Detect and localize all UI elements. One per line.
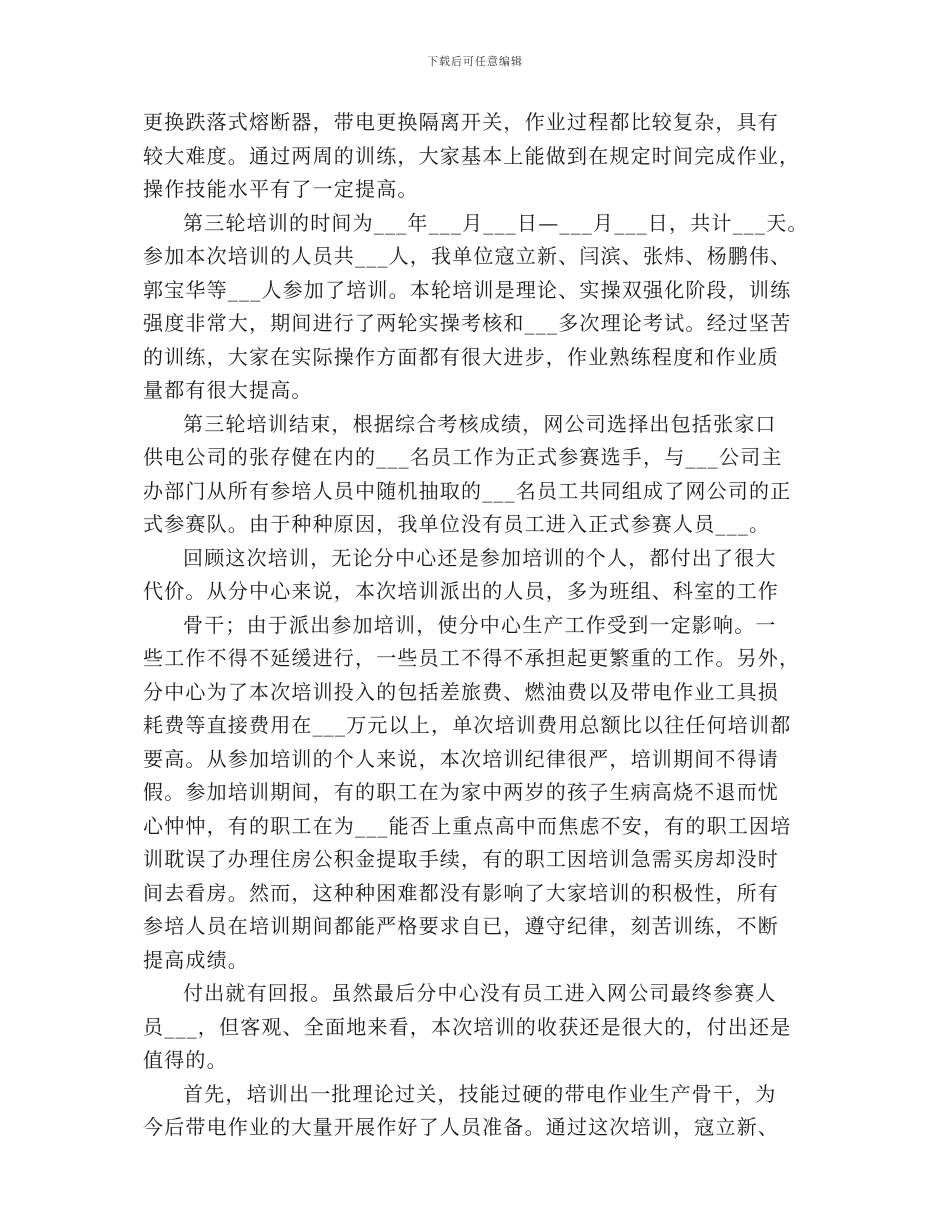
paragraph-2	[143, 207, 823, 408]
text-line: 操作技能水平有了一定提高。	[143, 177, 419, 201]
paragraph-3	[143, 408, 823, 542]
text-line: 代价。从分中心来说，本次培训派出的人员，多为班组、科室的工作	[143, 579, 779, 603]
text-line: 第三轮培训的时间为___年___月___日—___月___日，共计___天。	[183, 210, 809, 235]
text-line: 参加本次培训的人员共___人，我单位寇立新、闫滨、张炜、杨鹏伟、	[143, 244, 792, 268]
text-line: 更换跌落式熔断器，带电更换隔离开关，作业过程都比较复杂，具有	[143, 110, 779, 134]
page-header-note: 下载后可任意编辑	[427, 55, 523, 68]
text-line: 强度非常大，期间进行了两轮实操考核和___多次理论考试。经过坚苦	[143, 311, 792, 335]
text-line: 式参赛队。由于种种原因，我单位没有员工进入正式参赛人员___。	[143, 512, 771, 536]
text-line: 间去看房。然而，这种种困难都没有影响了大家培训的积极性，所有	[143, 880, 779, 905]
paragraph-7	[143, 1078, 823, 1145]
text-line: 首先，培训出一批理论过关，技能过硬的带电作业生产骨干，为	[183, 1081, 777, 1106]
paragraph-4	[143, 542, 823, 609]
text-line: 办部门从所有参培人员中随机抽取的___名员工共同组成了网公司的正	[143, 478, 792, 503]
text-line: 参培人员在培训期间都能严格要求自已，遵守纪律，刻苦训练，不断	[143, 914, 779, 938]
text-line: 员___，但客观、全面地来看，本次培训的收获还是很大的，付出还是	[143, 1014, 792, 1039]
text-line: 骨干；由于派出参加培训，使分中心生产工作受到一定影响。一	[183, 612, 777, 637]
text-line: 训耽误了办理住房公积金提取手续，有的职工因培训急需买房却没时	[143, 847, 779, 871]
text-line: 提高成绩。	[143, 947, 249, 972]
text-line: 假。参加培训期间，有的职工在为家中两岁的孩子生病高烧不退而忧	[143, 780, 779, 804]
paragraph-5	[143, 609, 823, 978]
text-line: 第三轮培训结束，根据综合考核成绩，网公司选择出包括张家口	[183, 411, 777, 436]
text-line: 些工作不得不延缓进行，一些员工不得不承担起更繁重的工作。另外，	[143, 646, 801, 670]
paragraph-6	[143, 977, 823, 1078]
text-line: 量都有很大提高。	[143, 378, 313, 402]
text-line: 今后带电作业的大量开展作好了人员准备。通过这次培训，寇立新、	[143, 1115, 779, 1139]
text-line: 分中心为了本次培训投入的包括差旅费、燃油费以及带电作业工具损	[143, 679, 779, 704]
text-line: 心忡忡，有的职工在为___能否上重点高中而焦虑不安，有的职工因培	[143, 813, 792, 838]
text-line: 郭宝华等___人参加了培训。本轮培训是理论、实操双强化阶段，训练	[143, 277, 792, 302]
text-line: 的训练，大家在实际操作方面都有很大进步，作业熟练程度和作业质	[143, 344, 779, 369]
text-line: 回顾这次培训，无论分中心还是参加培训的个人，都付出了很大	[183, 545, 777, 570]
text-line: 要高。从参加培训的个人来说，本次培训纪律很严，培训期间不得请	[143, 746, 779, 771]
paragraph-1	[143, 106, 823, 207]
text-line: 值得的。	[143, 1048, 228, 1072]
text-line: 供电公司的张存健在内的___名员工作为正式参赛选手，与___公司主	[143, 445, 783, 469]
text-line: 付出就有回报。虽然最后分中心没有员工进入网公司最终参赛人	[183, 981, 777, 1005]
text-line: 耗费等直接费用在___万元以上，单次培训费用总额比以往任何培训都	[143, 713, 792, 737]
text-line: 较大难度。通过两周的训练，大家基本上能做到在规定时间完成作业，	[143, 143, 801, 168]
document-body	[143, 106, 823, 1145]
